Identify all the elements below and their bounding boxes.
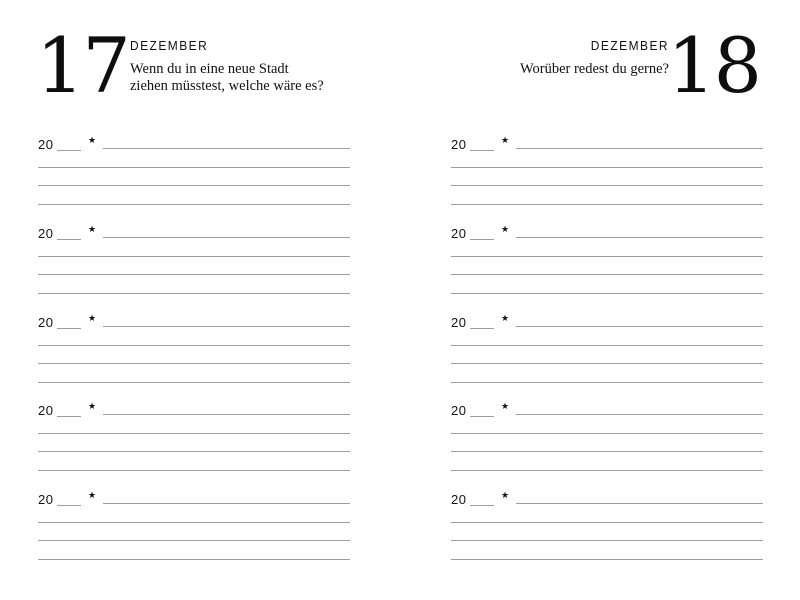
writing-line[interactable] [38, 256, 350, 257]
year-line [451, 226, 763, 242]
day-number: 18 [667, 21, 760, 110]
writing-line[interactable] [451, 451, 763, 452]
writing-line[interactable] [38, 540, 350, 541]
year-line [451, 137, 763, 153]
year-prefix: 20 [38, 492, 54, 507]
writing-line[interactable] [38, 363, 350, 364]
writing-line[interactable] [103, 326, 350, 327]
year-line [38, 492, 350, 508]
star-icon: ★ [88, 402, 97, 412]
year-prefix: 20 [38, 315, 54, 330]
year-line [38, 137, 350, 153]
year-line [451, 403, 763, 419]
star-icon: ★ [88, 136, 97, 146]
writing-line[interactable] [38, 293, 350, 294]
daily-question: Wenn du in eine neue Stadt ziehen müsstest, welche wäre es? [130, 61, 324, 94]
writing-line[interactable] [38, 559, 350, 560]
writing-line[interactable] [38, 274, 350, 275]
journal-entry [451, 492, 763, 562]
year-write-in-field[interactable] [57, 150, 81, 151]
year-write-in-field[interactable] [57, 328, 81, 329]
journal-entry [451, 403, 763, 473]
year-write-in-field[interactable] [470, 239, 494, 240]
star-icon: ★ [88, 491, 97, 501]
year-write-in-field[interactable] [57, 239, 81, 240]
daily-question: Worüber redest du gerne? [519, 61, 669, 77]
writing-line[interactable] [103, 503, 350, 504]
month-label: DEZEMBER [130, 38, 209, 53]
writing-line[interactable] [38, 382, 350, 383]
writing-line[interactable] [451, 540, 763, 541]
writing-line[interactable] [451, 345, 763, 346]
writing-line[interactable] [451, 433, 763, 434]
writing-line[interactable] [38, 433, 350, 434]
journal-entry [38, 226, 350, 296]
month-label: DEZEMBER [590, 38, 669, 53]
year-write-in-field[interactable] [470, 505, 494, 506]
writing-line[interactable] [38, 185, 350, 186]
journal-entry [451, 226, 763, 296]
star-icon: ★ [88, 314, 97, 324]
writing-line[interactable] [451, 522, 763, 523]
writing-line[interactable] [451, 274, 763, 275]
year-line [38, 403, 350, 419]
star-icon: ★ [501, 491, 510, 501]
writing-line[interactable] [451, 204, 763, 205]
day-number: 17 [36, 21, 129, 110]
writing-line[interactable] [38, 345, 350, 346]
journal-entry [38, 137, 350, 207]
writing-line[interactable] [451, 470, 763, 471]
writing-line[interactable] [451, 185, 763, 186]
year-prefix: 20 [38, 403, 54, 418]
year-write-in-field[interactable] [470, 328, 494, 329]
writing-line[interactable] [38, 522, 350, 523]
writing-line[interactable] [103, 414, 350, 415]
writing-line[interactable] [38, 204, 350, 205]
year-write-in-field[interactable] [470, 150, 494, 151]
journal-entry [38, 315, 350, 385]
writing-line[interactable] [516, 414, 763, 415]
star-icon: ★ [501, 225, 510, 235]
year-line [451, 492, 763, 508]
writing-line[interactable] [451, 293, 763, 294]
year-prefix: 20 [451, 226, 467, 241]
writing-line[interactable] [103, 237, 350, 238]
writing-line[interactable] [451, 167, 763, 168]
year-prefix: 20 [38, 226, 54, 241]
writing-line[interactable] [451, 256, 763, 257]
journal-entry [451, 315, 763, 385]
writing-line[interactable] [516, 237, 763, 238]
writing-line[interactable] [516, 326, 763, 327]
star-icon: ★ [501, 314, 510, 324]
year-line [451, 315, 763, 331]
writing-line[interactable] [516, 148, 763, 149]
year-prefix: 20 [451, 403, 467, 418]
year-line [38, 226, 350, 242]
writing-line[interactable] [516, 503, 763, 504]
star-icon: ★ [501, 402, 510, 412]
year-prefix: 20 [451, 137, 467, 152]
year-write-in-field[interactable] [57, 416, 81, 417]
journal-entry [451, 137, 763, 207]
star-icon: ★ [88, 225, 97, 235]
writing-line[interactable] [451, 363, 763, 364]
journal-entry [38, 403, 350, 473]
year-write-in-field[interactable] [470, 416, 494, 417]
year-write-in-field[interactable] [57, 505, 81, 506]
writing-line[interactable] [103, 148, 350, 149]
star-icon: ★ [501, 136, 510, 146]
journal-entry [38, 492, 350, 562]
writing-line[interactable] [38, 451, 350, 452]
year-prefix: 20 [451, 315, 467, 330]
writing-line[interactable] [38, 167, 350, 168]
writing-line[interactable] [451, 559, 763, 560]
year-line [38, 315, 350, 331]
writing-line[interactable] [38, 470, 350, 471]
year-prefix: 20 [451, 492, 467, 507]
year-prefix: 20 [38, 137, 54, 152]
right-page [400, 0, 800, 600]
writing-line[interactable] [451, 382, 763, 383]
